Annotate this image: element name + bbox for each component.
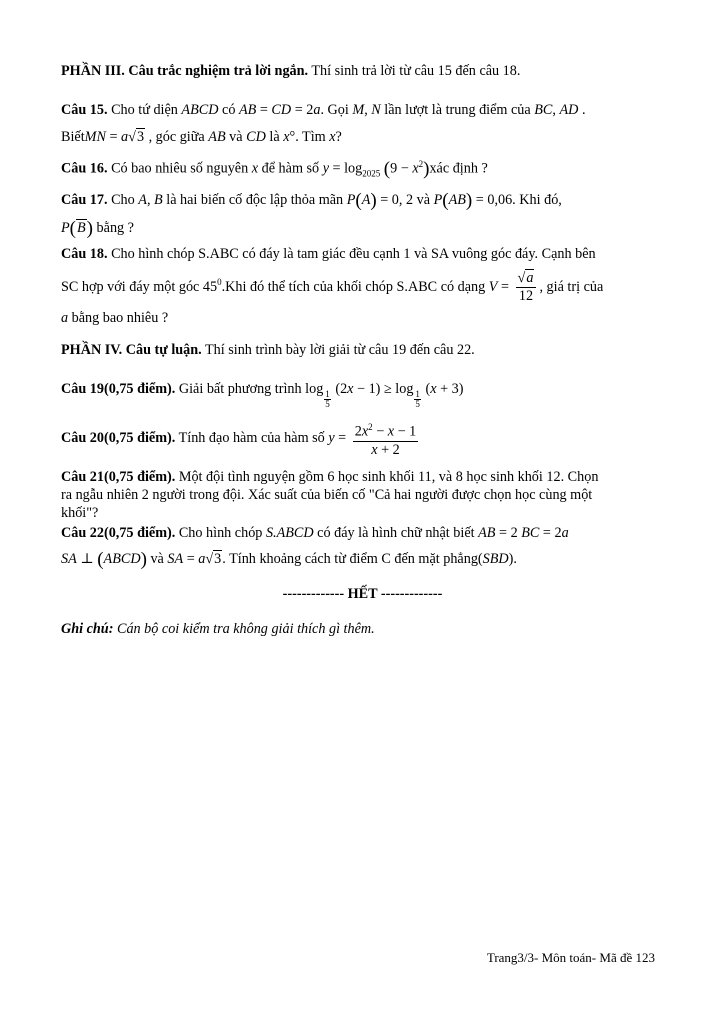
part3-heading: PHẦN III. Câu trắc nghiệm trả lời ngắn. Thí sinh trả lời từ câu 15 đến câu 18. xyxy=(61,63,521,79)
question-19: Câu 19(0,75 điểm). Giải bất phương trình log $\frac{1}{5}$ (2x − 1) ≥ log $\frac{1}{5}$ (x + 3) xyxy=(61,381,464,409)
page-footer: Trang3/3- Môn toán- Mã đề 123 xyxy=(486,950,655,965)
question-20-label: Câu 20(0,75 điểm). xyxy=(61,430,176,447)
question-15-line2: BiếtMN = a√3 , góc giữa AB và CD là x°. Tìm x? xyxy=(61,129,342,145)
question-15-label: Câu 15. xyxy=(61,102,108,118)
question-20: Câu 20(0,75 điểm). Tính đạo hàm của hàm số y = $\frac{2x^2 - x - 1}{x + 2}$ xyxy=(61,419,421,459)
note xyxy=(61,620,375,638)
question-21-label: Câu 21(0,75 điểm). xyxy=(61,469,176,485)
part4-heading: PHẦN IV. Câu tự luận. Thí sinh trình bày lời giải từ câu 19 đến câu 22. xyxy=(61,342,475,358)
question-17-line1: Câu 17. Cho A, B là hai biến cố độc lập thỏa mãn P(A) = 0, 2 và P(AB) = 0,06. Khi đó, xyxy=(61,190,562,211)
question-22-label: Câu 22(0,75 điểm). xyxy=(61,525,176,541)
question-18-line1: Câu 18. Cho hình chóp S.ABC có đáy là tam giác đều cạnh 1 và SA vuông góc đáy. Cạnh bên xyxy=(61,246,596,262)
question-22-line2: SA ⊥ (ABCD) và SA = a√3. Tính khoảng cách từ điểm C đến mặt phẳng(SBD). xyxy=(61,549,517,570)
note-text: Cán bộ coi kiểm tra không giải thích gì thêm. xyxy=(116,621,375,637)
question-18-line2: SC hợp với đáy một góc $45^0.Khi$ đó thể tích của khối chóp S.ABC có dạng V = $\frac{√a}{12}$ , giá trị của xyxy=(61,270,604,304)
question-17-label: Câu 17. xyxy=(61,192,108,208)
question-19-label: Câu 19(0,75 điểm). xyxy=(61,381,176,397)
end-marker: ------------- HẾT ------------- xyxy=(282,586,443,602)
question-15-line1: Câu 15. Cho tứ diện ABCD có AB = CD = 2a. Gọi M, N lần lượt là trung điểm của BC, AD . xyxy=(61,102,586,118)
question-22-line1: Câu 22(0,75 điểm). Cho hình chóp S.ABCD có đáy là hình chữ nhật biết AB = 2 BC = 2a xyxy=(61,525,569,541)
question-17-line2: P(B) bằng ? xyxy=(61,218,134,239)
note-label: Ghi chú: xyxy=(61,621,114,637)
question-21-line1: Câu 21(0,75 điểm). Một đội tình nguyện gồm 6 học sinh khối 11, và 8 học sinh khối 12. Chọn xyxy=(61,469,599,485)
question-18-label: Câu 18. xyxy=(61,246,108,262)
question-18-line3: a bằng bao nhiêu ? xyxy=(61,310,169,326)
question-16: Câu 16. Có bao nhiêu số nguyên x để hàm số $y = \log_{2025} (9$ − $x^2)xác$ định ? xyxy=(61,158,488,180)
question-21-line3: khối"? xyxy=(61,505,99,521)
question-21-line2: ra ngẫu nhiên 2 người trong đội. Xác suất của biến cố "Cả hai người được chọn học cùng một xyxy=(61,487,593,503)
question-16-label: Câu 16. xyxy=(61,160,108,177)
